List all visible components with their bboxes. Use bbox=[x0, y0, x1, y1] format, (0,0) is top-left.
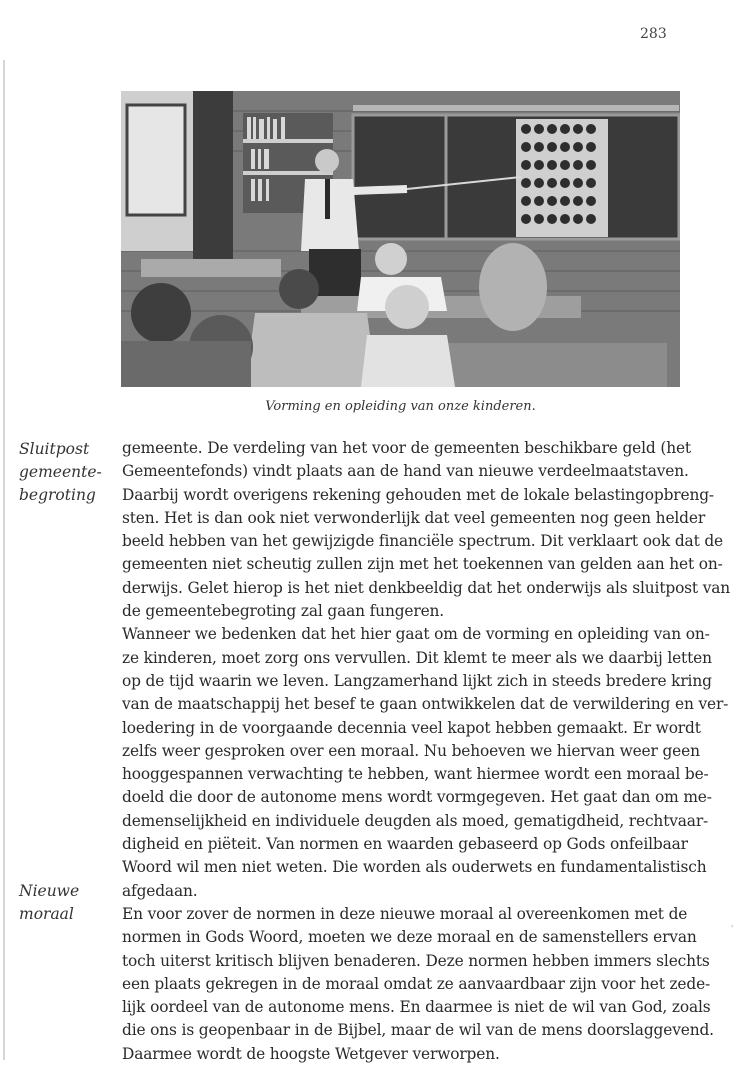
margin-note-line: Nieuwe bbox=[19, 882, 80, 900]
margin-note-nieuwe-moraal bbox=[19, 880, 79, 926]
body-line: doeld die door de autonome mens wordt vormgegeven. Het gaat dan om me- bbox=[122, 788, 712, 807]
body-line: hooggespannen verwachting te hebben, want hiermee wordt een moraal be- bbox=[122, 765, 709, 784]
classroom-photo bbox=[121, 91, 680, 387]
page-edge-rule bbox=[3, 60, 5, 1060]
body-line: op de tijd waarin we leven. Langzamerhand lijkt zich in steeds bredere kring bbox=[122, 671, 712, 690]
page-number: 283 bbox=[640, 26, 667, 42]
body-line: lijk oordeel van de autonome mens. En daarmee is niet de wil van God, zoals bbox=[122, 998, 711, 1017]
body-line: Woord wil men niet weten. Die worden als ouderwets en fundamentalistisch bbox=[122, 858, 707, 877]
body-line: een plaats gekregen in de moraal omdat ze aanvaardbaar zijn voor het zede- bbox=[122, 974, 711, 993]
body-line: Wanneer we bedenken dat het hier gaat om de vorming en opleiding van on- bbox=[122, 625, 710, 644]
body-line: demenselijkheid en individuele deugden als moed, gematigdheid, rechtvaar- bbox=[122, 811, 709, 830]
margin-note-line: moraal bbox=[19, 905, 74, 923]
body-line: Daarmee wordt de hoogste Wetgever verworpen. bbox=[122, 1044, 500, 1063]
body-line: loedering in de voorgaande decennia veel kapot hebben gemaakt. Er wordt bbox=[122, 718, 701, 737]
body-line: gemeenten niet scheutig zullen zijn met het toekennen van gelden aan het on- bbox=[122, 555, 723, 574]
margin-note-line: Sluitpost bbox=[19, 440, 90, 458]
body-line: zelfs weer gesproken over een moraal. Nu behoeven we hiervan weer geen bbox=[122, 741, 700, 760]
body-line: van de maatschappij het besef te gaan ontwikkelen dat de verwildering en ver- bbox=[122, 695, 729, 714]
body-line: ze kinderen, moet zorg ons vervullen. Dit klemt te meer als we daarbij letten bbox=[122, 648, 712, 667]
body-line: toch uiterst kritisch blijven benaderen. Deze normen hebben immers slechts bbox=[122, 951, 710, 970]
margin-note-line: gemeente- bbox=[19, 463, 102, 481]
body-line: Gemeentefonds) vindt plaats aan de hand van nieuwe verdeelmaatstaven. bbox=[122, 462, 689, 481]
body-line: derwijs. Gelet hierop is het niet denkbeeldig dat het onderwijs als sluitpost van bbox=[122, 578, 731, 597]
scan-mark: ' bbox=[731, 924, 734, 933]
body-line: Daarbij wordt overigens rekening gehouden met de lokale belastingopbreng- bbox=[122, 485, 714, 504]
body-line: afgedaan. bbox=[122, 881, 198, 900]
body-text bbox=[122, 437, 731, 1066]
body-line: gemeente. De verdeling van het voor de gemeenten beschikbare geld (het bbox=[122, 439, 691, 457]
body-line: En voor zover de normen in deze nieuwe moraal al overeenkomen met de bbox=[122, 904, 688, 923]
margin-note-line: begroting bbox=[19, 486, 96, 504]
body-line: die ons is geopenbaar in de Bijbel, maar de wil van de mens doorslaggevend. bbox=[122, 1021, 714, 1040]
body-line: sten. Het is dan ook niet verwonderlijk dat veel gemeenten nog geen helder bbox=[122, 508, 706, 527]
margin-note-sluitpost bbox=[19, 438, 102, 507]
body-line: beeld hebben van het gewijzigde financiële spectrum. Dit verklaart ook dat de bbox=[122, 532, 724, 551]
body-line: normen in Gods Woord, moeten we deze moraal en de samenstellers ervan bbox=[122, 928, 697, 947]
figure-caption: Vorming en opleiding van onze kinderen. bbox=[265, 399, 536, 414]
body-line: de gemeentebegroting zal gaan fungeren. bbox=[122, 602, 445, 621]
body-line: digheid en piëteit. Van normen en waarden gebaseerd op Gods onfeilbaar bbox=[122, 835, 688, 854]
